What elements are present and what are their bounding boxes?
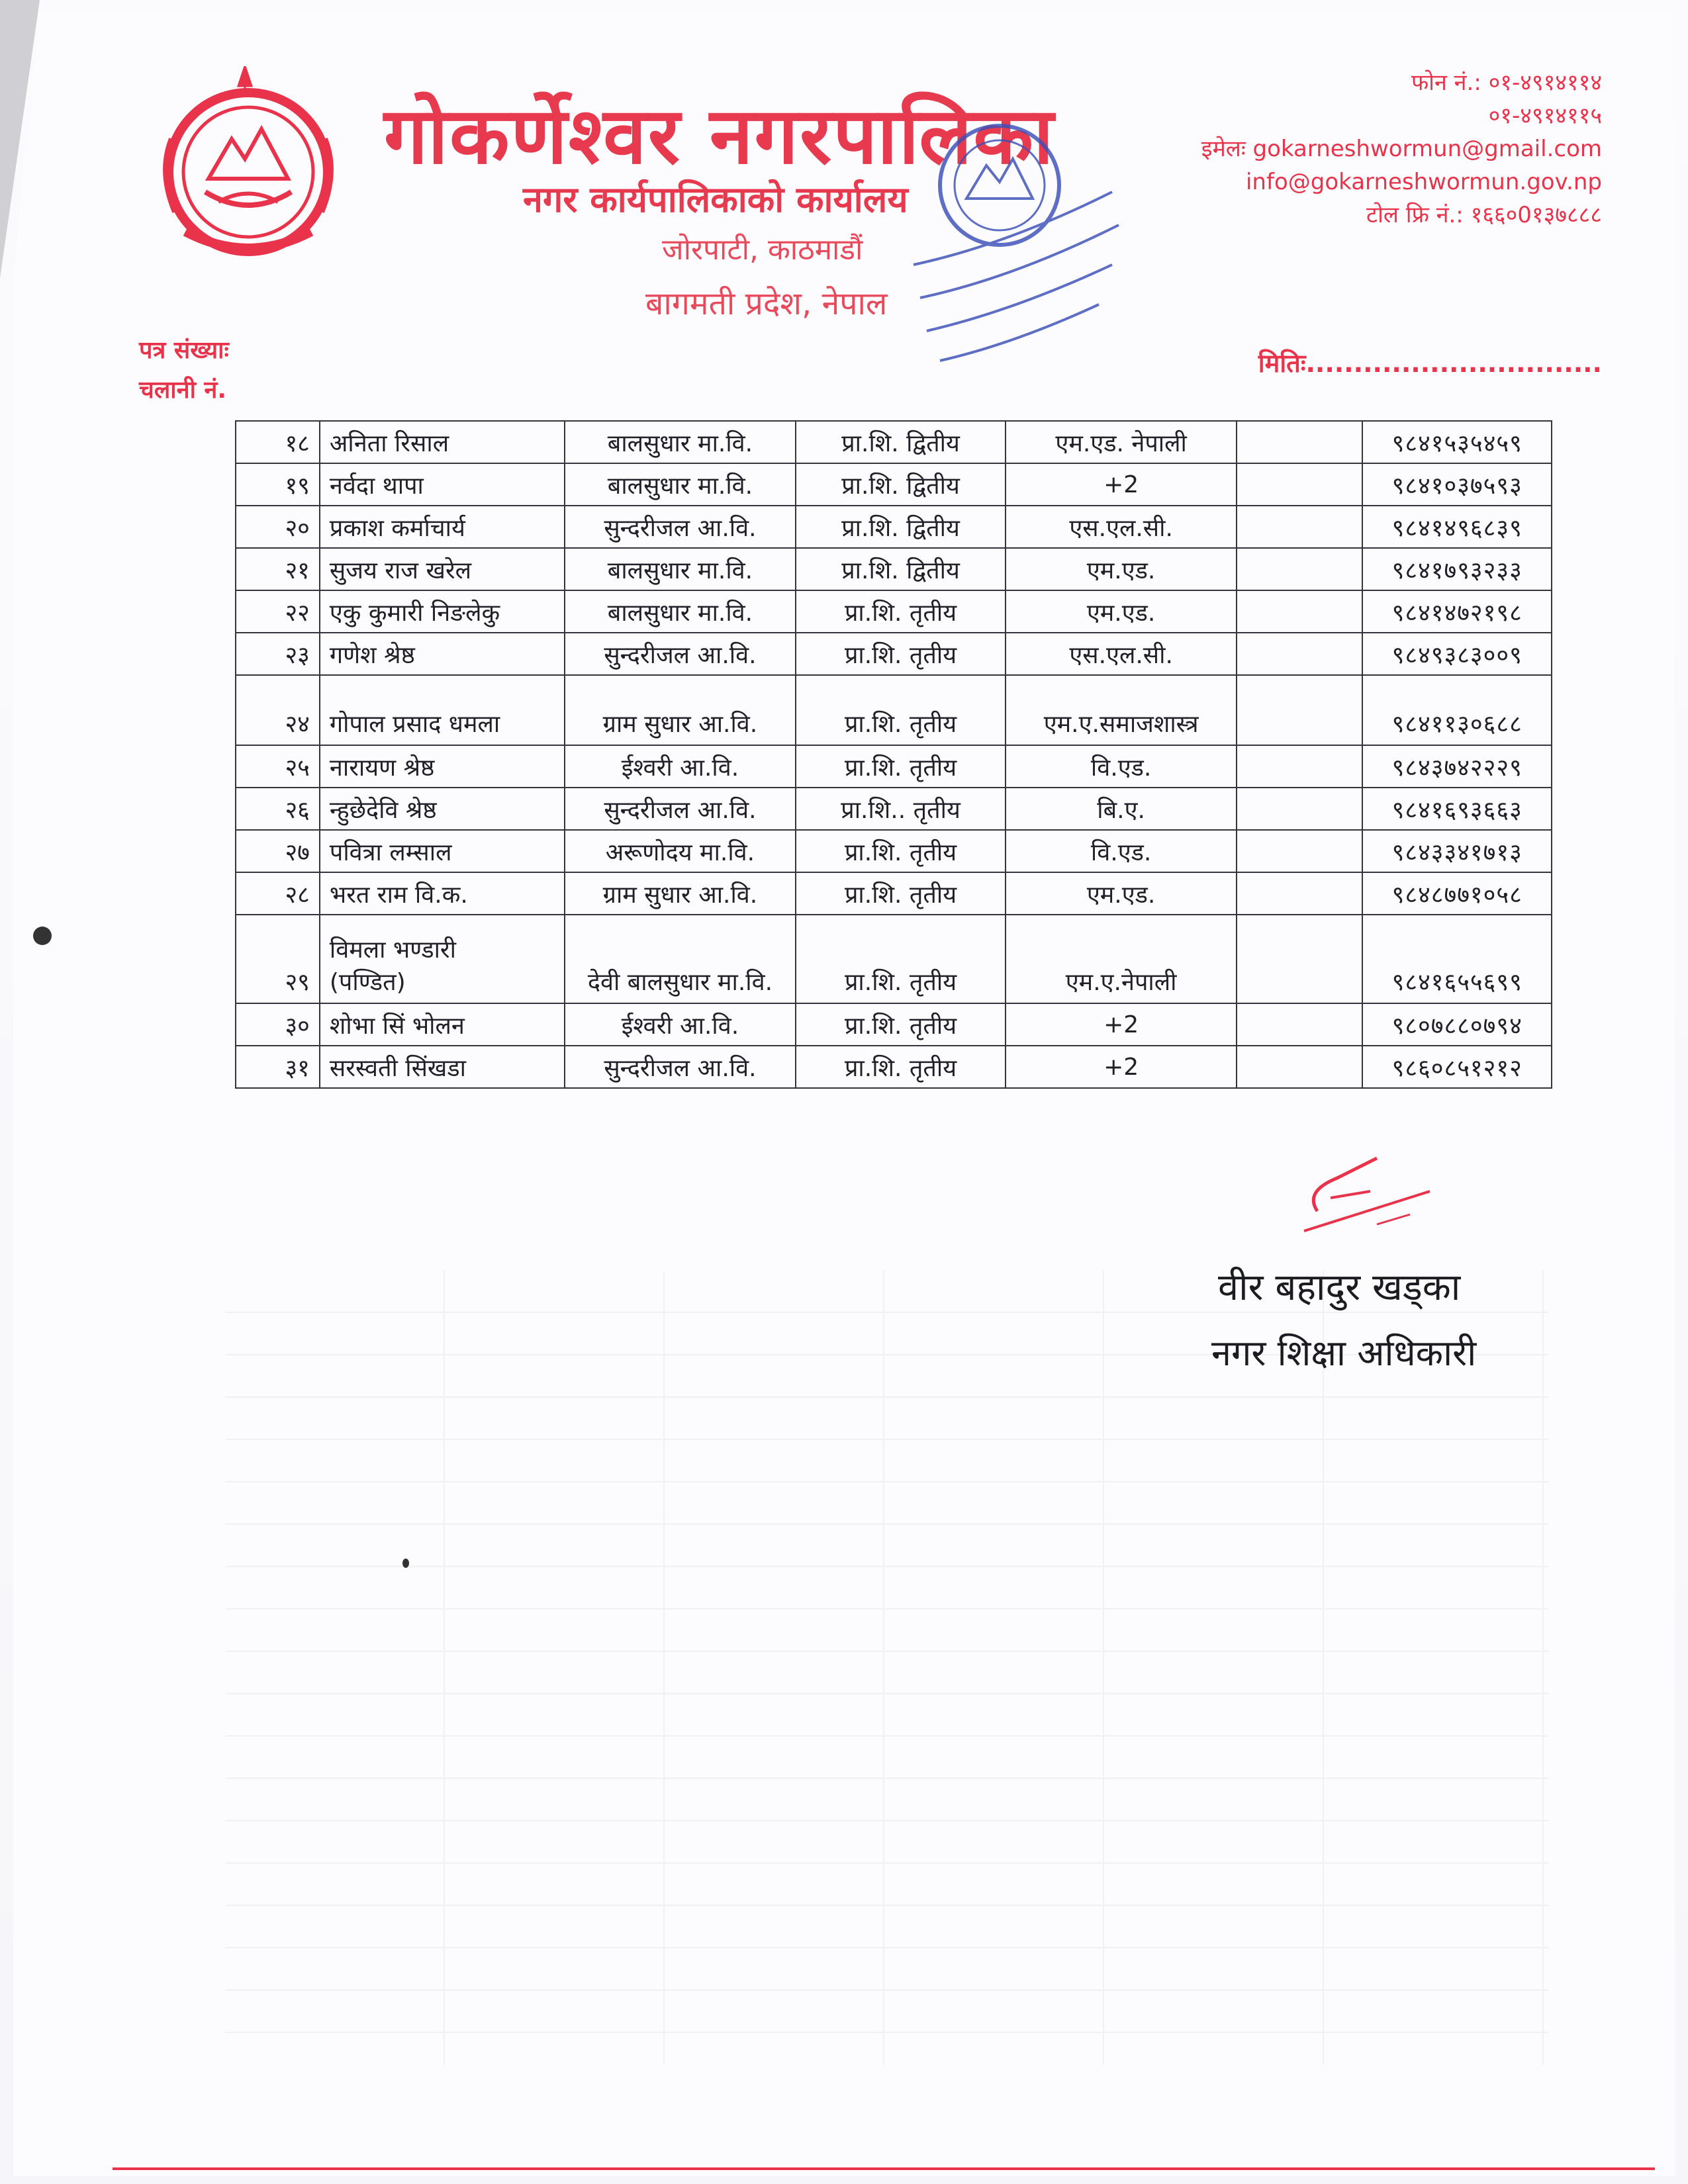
bleed-through-table: [225, 1271, 1549, 2065]
table-row: [236, 1003, 1552, 1046]
serial-number-cell: २४: [236, 675, 320, 745]
qualification-cell: एम.एड. नेपाली: [1006, 421, 1237, 463]
remarks-cell: [1237, 675, 1362, 745]
table-row: [236, 633, 1552, 675]
school-cell: अरूणोदय मा.वि.: [565, 830, 796, 872]
qualification-cell: वि.एड.: [1006, 745, 1237, 788]
remarks-cell: [1237, 915, 1362, 1003]
qualification-cell: एम.ए.समाजशास्त्र: [1006, 675, 1237, 745]
name-cell: शोभा सिं भोलन: [320, 1003, 565, 1046]
teacher-table: [235, 420, 1552, 1089]
level-cell: प्रा.शि. तृतीय: [796, 590, 1006, 633]
scan-speck: [402, 1559, 409, 1568]
level-cell: प्रा.शि. द्वितीय: [796, 548, 1006, 590]
name-cell: गणेश श्रेष्ठ: [320, 633, 565, 675]
phone-cell: ९८६०८५१२१२: [1362, 1046, 1552, 1088]
phone-cell: ९८४१४७२१९८: [1362, 590, 1552, 633]
qualification-cell: एस.एल.सी.: [1006, 506, 1237, 548]
school-cell: ईश्वरी आ.वि.: [565, 1003, 796, 1046]
table-row: [236, 745, 1552, 788]
serial-number-cell: २१: [236, 548, 320, 590]
remarks-cell: [1237, 548, 1362, 590]
level-cell: प्रा.शि. तृतीय: [796, 1046, 1006, 1088]
org-name: गोकर्णेश्वर नगरपालिका: [384, 90, 1055, 181]
qualification-cell: एम.ए.नेपाली: [1006, 915, 1237, 1003]
table-row: [236, 463, 1552, 506]
remarks-cell: [1237, 421, 1362, 463]
qualification-cell: +2: [1006, 463, 1237, 506]
school-cell: सुन्दरीजल आ.वि.: [565, 788, 796, 830]
phone-cell: ९८४११३०६८८: [1362, 675, 1552, 745]
table-row: [236, 915, 1552, 1003]
serial-number-cell: २०: [236, 506, 320, 548]
office-name: नगर कार्यपालिकाको कार्यालय: [523, 179, 908, 220]
table-row: [236, 675, 1552, 745]
signatory-name: वीर बहादुर खड्का: [1218, 1266, 1461, 1309]
school-cell: देवी बालसुधार मा.वि.: [565, 915, 796, 1003]
reference-block: [139, 331, 229, 410]
serial-number-cell: २९: [236, 915, 320, 1003]
table-row: [236, 506, 1552, 548]
qualification-cell: एम.एड.: [1006, 548, 1237, 590]
signature-mark: [1278, 1152, 1443, 1251]
scan-speck: [33, 927, 52, 945]
tollfree-line: टोल फ्रि नं.: १६६०0१३७८८८: [1366, 202, 1602, 228]
level-cell: प्रा.शि. तृतीय: [796, 915, 1006, 1003]
phone-cell: ९८०७८८०७९४: [1362, 1003, 1552, 1046]
remarks-cell: [1237, 1003, 1362, 1046]
serial-number-cell: १८: [236, 421, 320, 463]
dispatch-number-label: चलानी नं.: [139, 377, 227, 404]
name-cell: पवित्रा लम्साल: [320, 830, 565, 872]
table-row: [236, 1046, 1552, 1088]
school-cell: बालसुधार मा.वि.: [565, 463, 796, 506]
qualification-cell: एस.एल.सी.: [1006, 633, 1237, 675]
name-line-1: विमला भण्डारी: [329, 936, 456, 964]
teacher-table-body: [236, 421, 1552, 1088]
level-cell: प्रा.शि.. तृतीय: [796, 788, 1006, 830]
email-line-1: इमेलः gokarneshwormun@gmail.com: [1201, 136, 1602, 162]
phone-cell: ९८४३३४१७१३: [1362, 830, 1552, 872]
table-row: [236, 830, 1552, 872]
level-cell: प्रा.शि. द्वितीय: [796, 421, 1006, 463]
level-cell: प्रा.शि. द्वितीय: [796, 463, 1006, 506]
serial-number-cell: १९: [236, 463, 320, 506]
school-cell: बालसुधार मा.वि.: [565, 421, 796, 463]
serial-number-cell: २३: [236, 633, 320, 675]
qualification-cell: एम.एड.: [1006, 872, 1237, 915]
name-cell: अनिता रिसाल: [320, 421, 565, 463]
name-cell: भरत राम वि.क.: [320, 872, 565, 915]
date-label: मितिः...............................: [1258, 349, 1602, 378]
serial-number-cell: ३०: [236, 1003, 320, 1046]
table-row: [236, 590, 1552, 633]
name-cell: प्रकाश कर्माचार्य: [320, 506, 565, 548]
phone-cell: ९८४१०३७५९३: [1362, 463, 1552, 506]
address-line-2: बागमती प्रदेश, नेपाल: [645, 285, 888, 322]
table-row: [236, 548, 1552, 590]
address-line-1: जोरपाटी, काठमाडौं: [662, 233, 863, 267]
level-cell: प्रा.शि. तृतीय: [796, 633, 1006, 675]
phone-cell: ९८४१६५५६९९: [1362, 915, 1552, 1003]
qualification-cell: +2: [1006, 1046, 1237, 1088]
phone-cell: ९८४३७४२२२९: [1362, 745, 1552, 788]
level-cell: प्रा.शि. द्वितीय: [796, 506, 1006, 548]
serial-number-cell: २२: [236, 590, 320, 633]
table-row: [236, 788, 1552, 830]
remarks-cell: [1237, 872, 1362, 915]
remarks-cell: [1237, 633, 1362, 675]
school-cell: सुन्दरीजल आ.वि.: [565, 1046, 796, 1088]
qualification-cell: एम.एड.: [1006, 590, 1237, 633]
phone-cell: ९८४८७७१०५८: [1362, 872, 1552, 915]
school-cell: ईश्वरी आ.वि.: [565, 745, 796, 788]
qualification-cell: वि.एड.: [1006, 830, 1237, 872]
name-cell: सुजय राज खरेल: [320, 548, 565, 590]
phone-line-1: फोन नं.: ०१-४९१४११४: [1411, 69, 1602, 96]
serial-number-cell: २५: [236, 745, 320, 788]
table-row: [236, 421, 1552, 463]
letter-number-label: पत्र संख्याः: [139, 337, 229, 364]
name-line-2: (पण्डित): [329, 969, 406, 996]
level-cell: प्रा.शि. तृतीय: [796, 1003, 1006, 1046]
remarks-cell: [1237, 463, 1362, 506]
phone-cell: ९८४१७९३२३३: [1362, 548, 1552, 590]
serial-number-cell: २८: [236, 872, 320, 915]
remarks-cell: [1237, 830, 1362, 872]
serial-number-cell: २६: [236, 788, 320, 830]
school-cell: बालसुधार मा.वि.: [565, 548, 796, 590]
school-cell: बालसुधार मा.वि.: [565, 590, 796, 633]
school-cell: ग्राम सुधार आ.वि.: [565, 872, 796, 915]
remarks-cell: [1237, 590, 1362, 633]
remarks-cell: [1237, 1046, 1362, 1088]
name-cell: न्हुछेदेवि श्रेष्ठ: [320, 788, 565, 830]
qualification-cell: बि.ए.: [1006, 788, 1237, 830]
name-cell: सरस्वती सिंखडा: [320, 1046, 565, 1088]
level-cell: प्रा.शि. तृतीय: [796, 675, 1006, 745]
name-cell: एकु कुमारी निङलेकु: [320, 590, 565, 633]
name-cell: गोपाल प्रसाद धमला: [320, 675, 565, 745]
table-row: [236, 872, 1552, 915]
remarks-cell: [1237, 745, 1362, 788]
phone-cell: ९८४९३८३००९: [1362, 633, 1552, 675]
nepal-emblem-icon: [146, 66, 351, 271]
contact-block: [1139, 66, 1602, 232]
school-cell: ग्राम सुधार आ.वि.: [565, 675, 796, 745]
remarks-cell: [1237, 506, 1362, 548]
remarks-cell: [1237, 788, 1362, 830]
signatory-title: नगर शिक्षा अधिकारी: [1211, 1332, 1477, 1374]
serial-number-cell: २७: [236, 830, 320, 872]
serial-number-cell: ३१: [236, 1046, 320, 1088]
name-cell: नर्वदा थापा: [320, 463, 565, 506]
level-cell: प्रा.शि. तृतीय: [796, 830, 1006, 872]
email-line-2: info@gokarneshwormun.gov.np: [1245, 169, 1602, 195]
school-cell: सुन्दरीजल आ.वि.: [565, 633, 796, 675]
footer-rule: [113, 2167, 1655, 2170]
phone-line-2: ०१-४९१४११५: [1488, 103, 1602, 129]
office-stamp-icon: [900, 113, 1139, 377]
phone-cell: ९८४१५३५४५९: [1362, 421, 1552, 463]
name-cell: नारायण श्रेष्ठ: [320, 745, 565, 788]
phone-cell: ९८४१६९३६६३: [1362, 788, 1552, 830]
school-cell: सुन्दरीजल आ.वि.: [565, 506, 796, 548]
level-cell: प्रा.शि. तृतीय: [796, 745, 1006, 788]
name-cell: [320, 915, 565, 1003]
phone-cell: ९८४१४९६८३९: [1362, 506, 1552, 548]
level-cell: प्रा.शि. तृतीय: [796, 872, 1006, 915]
qualification-cell: +2: [1006, 1003, 1237, 1046]
